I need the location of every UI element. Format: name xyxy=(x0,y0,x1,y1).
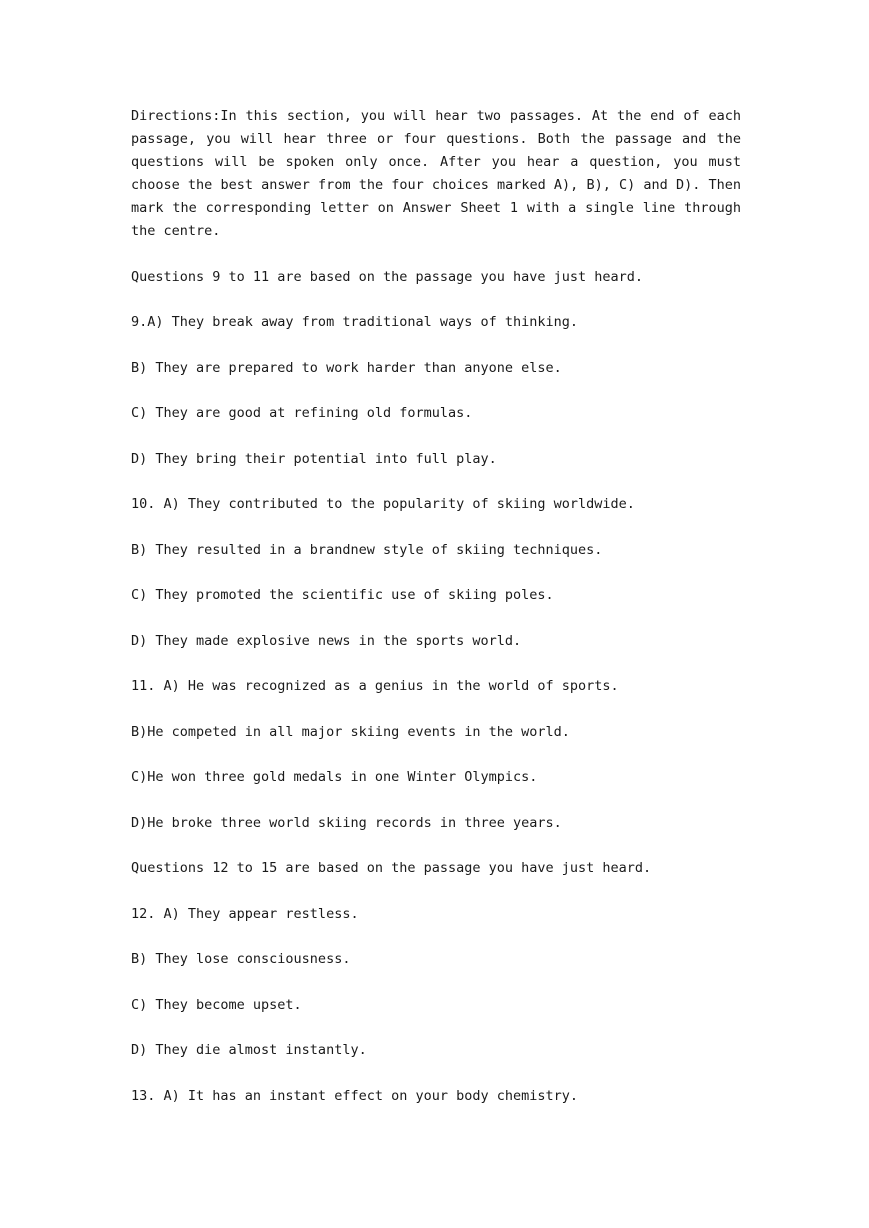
question-9-option-c: C) They are good at refining old formulas. xyxy=(131,405,473,421)
question-11-option-d: D)He broke three world skiing records in three years. xyxy=(131,814,562,831)
question-12-option-c: C) They become upset. xyxy=(131,996,302,1013)
question-9-option-a: 9.A) They break away from traditional ways of thinking. xyxy=(131,314,579,330)
question-12-option-d: D) They die almost instantly. xyxy=(131,1042,367,1058)
section-heading-q12-15: Questions 12 to 15 are based on the passage you have just heard. xyxy=(131,860,652,876)
question-12-option-b: B) They lose consciousness. xyxy=(131,951,351,967)
question-10-option-b: B) They resulted in a brandnew style of skiing techniques. xyxy=(131,541,603,558)
question-11-option-a: 11. A) He was recognized as a genius in the world of sports. xyxy=(131,678,619,694)
question-9-option-d: D) They bring their potential into full play. xyxy=(131,450,497,467)
question-10-option-c: C) They promoted the scientific use of skiing poles. xyxy=(131,587,554,603)
question-10-option-a: 10. A) They contributed to the popularity of skiing worldwide. xyxy=(131,496,635,512)
question-13-option-a: 13. A) It has an instant effect on your body chemistry. xyxy=(131,1087,579,1104)
question-12-option-a: 12. A) They appear restless. xyxy=(131,905,359,922)
directions-paragraph: Directions:In this section, you will hear two passages. At the end of each passage, you will hear three or four questions. Both the passage and the questions will be spoken only once. After you hear a question, you must choose the best answer from the four choices marked A), B), C) and D). Then mark the corresponding letter on Answer Sheet 1 with a single line through the centre. xyxy=(131,108,741,239)
spacer xyxy=(131,243,741,266)
question-11-option-c: C)He won three gold medals in one Winter Olympics. xyxy=(131,769,538,785)
question-10-option-d: D) They made explosive news in the sports world. xyxy=(131,632,522,649)
question-11-option-b: B)He competed in all major skiing events in the world. xyxy=(131,723,570,740)
question-9-option-b: B) They are prepared to work harder than anyone else. xyxy=(131,359,562,376)
document-page xyxy=(131,105,741,1130)
section-heading-q9-11: Questions 9 to 11 are based on the passage you have just heard. xyxy=(131,268,644,285)
